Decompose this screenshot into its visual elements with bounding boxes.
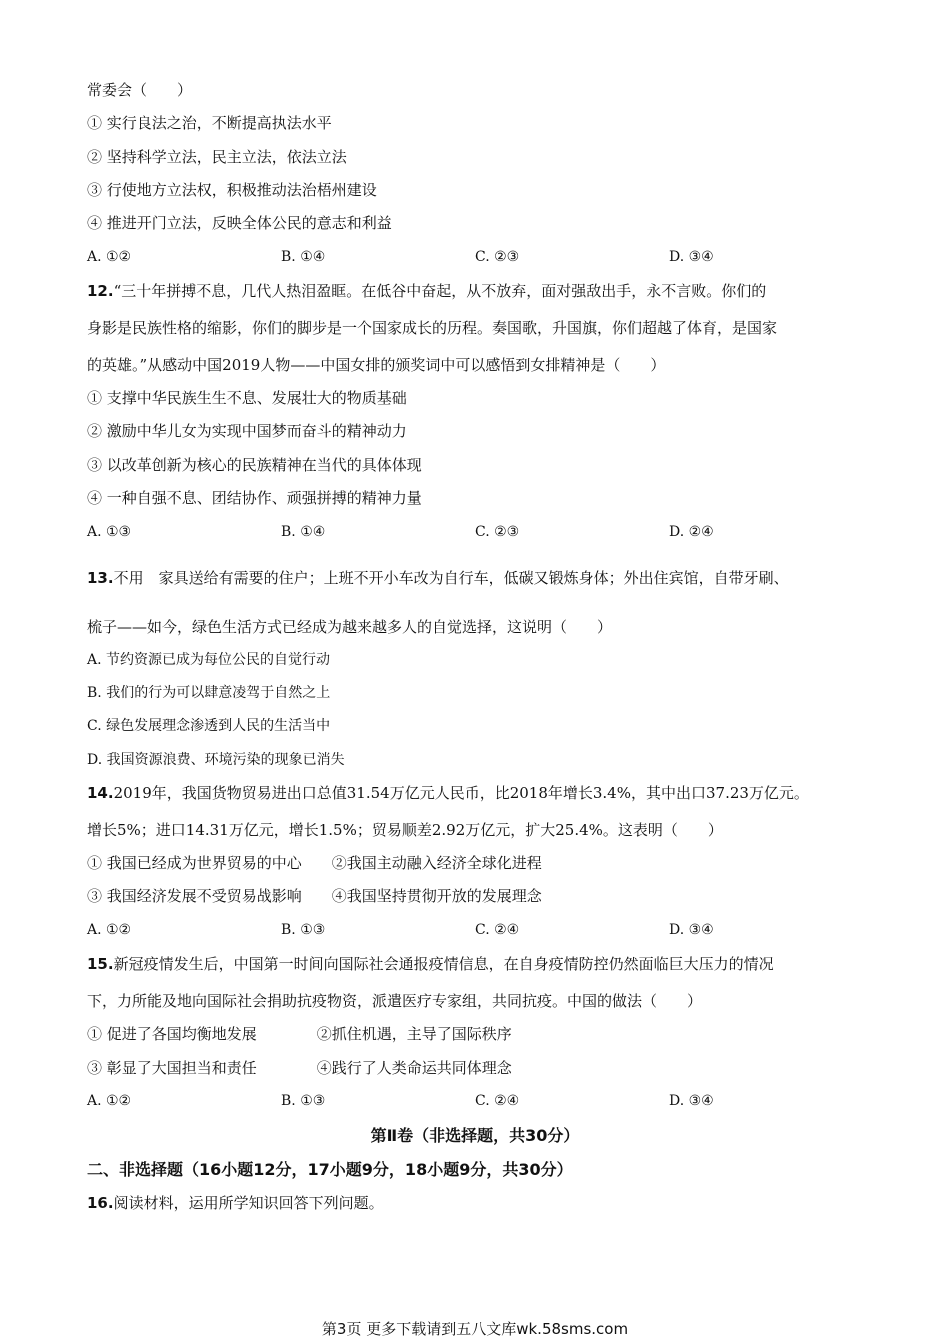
q14-option-a: A. ①② bbox=[87, 922, 132, 938]
q11-item-2: ② 坚持科学立法，民主立法，依法立法 bbox=[87, 148, 347, 166]
q11-stem-tail: 常委会（ ） bbox=[87, 81, 193, 99]
q12-item-4: ④ 一种自强不息、团结协作、顽强拼搏的精神力量 bbox=[87, 489, 422, 507]
q12-line-3: 的英雄。”从感动中国2019人物——中国女排的颁奖词中可以感悟到女排精神是（ ） bbox=[87, 356, 666, 374]
q13-option-a: A. 节约资源已成为每位公民的自觉行动 bbox=[87, 652, 331, 668]
q12-number: 12. bbox=[87, 282, 114, 300]
q12-option-b: B. ①④ bbox=[281, 524, 326, 540]
q15-line-1: 15.新冠疫情发生后，中国第一时间向国际社会通报疫情信息，在自身疫情防控仍然面临巨大压力的情况 bbox=[87, 955, 774, 973]
q15-option-d: D. ③④ bbox=[669, 1093, 714, 1109]
section2-title: 二、非选择题（16小题12分，17小题9分，18小题9分，共30分） bbox=[87, 1160, 573, 1179]
q12-item-1: ① 支撑中华民族生生不息、发展壮大的物质基础 bbox=[87, 389, 407, 407]
q14-number: 14. bbox=[87, 784, 114, 802]
q13-option-b: B. 我们的行为可以肆意凌驾于自然之上 bbox=[87, 685, 331, 701]
q11-option-d: D. ③④ bbox=[669, 249, 714, 265]
q14-option-d: D. ③④ bbox=[669, 922, 714, 938]
q15-option-b: B. ①③ bbox=[281, 1093, 326, 1109]
q14-items-row-2: ③ 我国经济发展不受贸易战影响 ④我国坚持贯彻开放的发展理念 bbox=[87, 887, 542, 905]
q13-number: 13. bbox=[87, 569, 114, 587]
q12-option-a: A. ①③ bbox=[87, 524, 132, 540]
q14-line-1: 14.2019年，我国货物贸易进出口总值31.54万亿元人民币，比2018年增长3.4%，其中出口37.23万亿元。 bbox=[87, 784, 809, 802]
q16-line-1: 16.阅读材料，运用所学知识回答下列问题。 bbox=[87, 1194, 384, 1212]
q12-line-1: 12.“三十年拼搏不息，几代人热泪盈眶。在低谷中奋起，从不放弃，面对强敌出手，永不言败。你们的 bbox=[87, 282, 767, 300]
q15-number: 15. bbox=[87, 955, 114, 973]
q14-line-2: 增长5%；进口14.31万亿元，增长1.5%；贸易顺差2.92万亿元，扩大25.4%。这表明（ ） bbox=[87, 821, 723, 839]
q15-items-row-1: ① 促进了各国均衡地发展 ②抓住机遇，主导了国际秩序 bbox=[87, 1025, 512, 1043]
q14-items-row-1: ① 我国已经成为世界贸易的中心 ②我国主动融入经济全球化进程 bbox=[87, 854, 542, 872]
q13-option-c: C. 绿色发展理念渗透到人民的生活当中 bbox=[87, 718, 331, 734]
q15-option-c: C. ②④ bbox=[475, 1093, 520, 1109]
q14-option-b: B. ①③ bbox=[281, 922, 326, 938]
q12-item-2: ② 激励中华儿女为实现中国梦而奋斗的精神动力 bbox=[87, 422, 407, 440]
q12-option-c: C. ②③ bbox=[475, 524, 520, 540]
q11-option-c: C. ②③ bbox=[475, 249, 520, 265]
q14-option-c: C. ②④ bbox=[475, 922, 520, 938]
q11-item-4: ④ 推进开门立法，反映全体公民的意志和利益 bbox=[87, 214, 392, 232]
q13-line-1: 13.不用 家具送给有需要的住户；上班不开小车改为自行车，低碳又锻炼身体；外出住宾馆，自带牙刷、 bbox=[87, 569, 789, 587]
q15-line-2: 下，力所能及地向国际社会捐助抗疫物资，派遣医疗专家组，共同抗疫。中国的做法（ ） bbox=[87, 992, 703, 1010]
q13-option-d: D. 我国资源浪费、环境污染的现象已消失 bbox=[87, 752, 345, 768]
q12-item-3: ③ 以改革创新为核心的民族精神在当代的具体体现 bbox=[87, 456, 422, 474]
q12-option-d: D. ②④ bbox=[669, 524, 714, 540]
q15-option-a: A. ①② bbox=[87, 1093, 132, 1109]
q11-option-a: A. ①② bbox=[87, 249, 132, 265]
page-footer: 第3页 更多下载请到五八文库wk.58sms.com bbox=[321, 1320, 629, 1338]
q15-items-row-2: ③ 彰显了大国担当和责任 ④践行了人类命运共同体理念 bbox=[87, 1059, 512, 1077]
q11-item-1: ① 实行良法之治，不断提高执法水平 bbox=[87, 114, 332, 132]
q11-item-3: ③ 行使地方立法权，积极推动法治梧州建设 bbox=[87, 181, 377, 199]
q12-line-2: 身影是民族性格的缩影，你们的脚步是一个国家成长的历程。奏国歌，升国旗，你们超越了体育，是国家 bbox=[87, 319, 778, 337]
q11-option-b: B. ①④ bbox=[281, 249, 326, 265]
q13-line-2: 梳子——如今，绿色生活方式已经成为越来越多人的自觉选择，这说明（ ） bbox=[87, 618, 613, 636]
part2-title: 第Ⅱ卷（非选择题，共30分） bbox=[370, 1126, 580, 1145]
q16-number: 16. bbox=[87, 1194, 114, 1212]
